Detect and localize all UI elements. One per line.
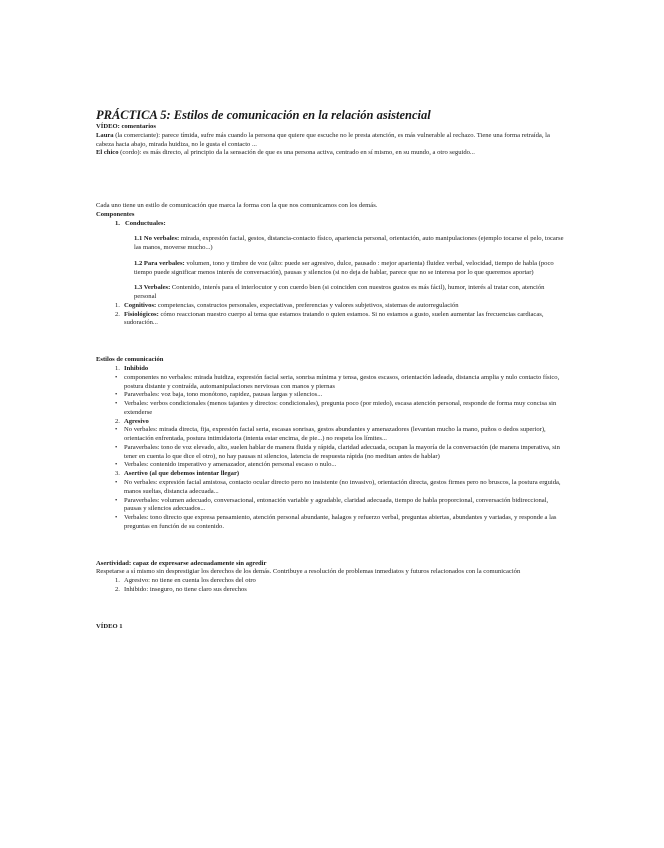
bullet-icon: • [115, 478, 118, 486]
fisiologicos-item: 2. Fisiológicos: cómo reaccionan nuestro cuerpo al tema que estamos tratando o quien estamos. Si no estamos a gusto, suelen aumentar las frecuencias cardiacas, sudoración... [115, 310, 544, 327]
fisiologicos-text: cómo reaccionan nuestro cuerpo al tema que estamos tratando o quien estamos. Si no estamos a gusto, suelen aumentar las frecuencias cardiacas, sudoración... [124, 310, 544, 327]
cognitivos-text: competencias, constructos personales, expectativas, preferencias y valores subjetivos, sistemas de autorregulación [156, 301, 459, 309]
bullet-icon: • [115, 400, 118, 408]
list-item: • Paraverbales: tono de voz elevado, alto, suelen hablar de manera fluida y rápida, claridad adecuada, ocupan la mayoría de la conversación (de manera imperativa, sin tener en cuenta lo que dice el otro), no hay pausas ni silencios, latencia de respuesta rápida (no meditan antes de hablar) [115, 443, 560, 460]
list-item: • Verbales: contenido imperativo y amenazador, atención personal escaso o nulo... [115, 461, 337, 469]
no-verbales-label: 1.1 No verbales: [134, 235, 180, 243]
list-item: • Verbales: tono directo que expresa pensamiento, atención personal abundante, halagos y refuerzo verbal, preguntas abiertas, abundantes y variadas, y responde a las preguntas en función de su contenido. [115, 514, 557, 530]
document-page [96, 108, 566, 631]
cognitivos-item: 1. Cognitivos: competencias, constructos personales, expectativas, preferencias y valores subjetivos, sistemas de autorregulación [115, 301, 459, 309]
intro-paragraph: Cada uno tiene un estilo de comunicación que marca la forma con la que nos comunicamos con los demás. [96, 202, 378, 210]
verbales-paragraph [96, 284, 566, 302]
list-item: • Paraverbales: voz baja, tono monótono, rapidez, pausas largas y silencios... [115, 391, 323, 399]
laura-text: (la comerciante): parece tímida, sufre más cuando la persona que quiere que escuche no le presta atención, es más vulnerable al rechazo. Tiene una forma retraída, la cabeza hacia abajo, mirada huidiza, no le gusta el contacto ... [96, 131, 550, 148]
video1-heading: VÍDEO 1 [96, 622, 123, 630]
asertivo-heading: 3. Asertivo (al que debemos intentar llegar) [115, 470, 240, 478]
verbales-label: 1.3 Verbales: [134, 284, 171, 292]
inhibido-heading: 1. Inhibido [115, 365, 149, 373]
list-item: • Paraverbales: volumen adecuado, conversacional, entonación variable y agradable, claridad adecuada, tiempo de habla proporcional, conversación bidireccional, pausas y silencios adecuados... [115, 496, 549, 513]
conductuales-heading: 1. Conductuales: [115, 219, 166, 227]
bullet-icon: • [115, 514, 118, 522]
chico-text: (cordo): es más directo, al principio da la sensación de que es una persona activa, centrado en sí mismo, en su mundo, a otro seguido... [118, 149, 475, 157]
bullet-icon: • [115, 426, 118, 434]
bullet-icon: • [115, 461, 118, 469]
estilos-heading: Estilos de comunicación [96, 356, 164, 364]
list-item: • No verbales: mirada directa, fija, expresión facial seria, escasas sonrisas, gestos abundantes y amenazadores (levantan mucho la mano, puños o dedos superior), orientación enfrentada, postura intimidatoria (intenta estar encima, de pie...) no respeta los límites... [115, 426, 546, 443]
asertividad-paragraph: Respetarse a sí mismo sin desprestigiar los derechos de los demás. Contribuye a resolución de problemas inmediatos y futuros relacionados con la comunicación [96, 568, 521, 576]
list-item: • No verbales: expresión facial amistosa, contacto ocular directo pero no insistente (no invasivo), orientación directa, gestos firmes pero no bruscos, la postura erguida, manos sueltas, distancia adecuada... [115, 478, 561, 495]
asertividad-heading: Asertividad: capaz de expresarse adecuadamente sin agredir [96, 559, 267, 567]
verbales-text: Contenido, interés para el interlocutor y con cuerdo bien (si coinciden con nuestros gustos es más fácil), humor, interés al tratar con, atención personal [134, 284, 545, 301]
laura-label: Laura [96, 131, 114, 139]
para-verbales-paragraph [96, 260, 566, 278]
video-heading: VÍDEO: comentarios [96, 123, 156, 130]
chico-label: El chico [96, 149, 119, 157]
bullet-icon: • [115, 496, 118, 504]
document-title: PRÁCTICA 5: Estilos de comunicación en la relación asistencial [96, 108, 431, 122]
bullet-icon: • [115, 391, 118, 399]
agresivo-heading: 2. Agresivo [115, 417, 149, 425]
bullet-icon: • [115, 373, 118, 381]
para-verbales-text: volumen, tono y timbre de voz (alto: puede ser agresivo, dulce, pausado : mejor aparienta) fluidez verbal, velocidad, tiempo de habla (poco tiempo puede significar menos interés de conversación), pausas y silencios (si no deja de hablar, parece que no se interesa por lo que queremos aportar) [134, 259, 554, 276]
fisiologicos-label: Fisiológicos: [124, 310, 159, 318]
cognitivos-label: Cognitivos: [124, 301, 157, 309]
componentes-heading: Componentes [96, 210, 135, 218]
list-item: 1. Agresivo: no tiene en cuenta los derechos del otro [115, 577, 256, 585]
bullet-icon: • [115, 443, 118, 451]
no-verbales-text: mirada, expresión facial, gestos, distancia-contacto físico, apariencia personal, orientación, auto manipulaciones (ejemplo tocarse el pelo, tocarse las manos, moverse mucho...) [134, 235, 564, 252]
para-verbales-label: 1.2 Para verbales: [134, 259, 185, 267]
laura-paragraph [96, 132, 566, 150]
list-item: 2. Inhibido: inseguro, no tiene claro sus derechos [115, 585, 247, 593]
chico-paragraph [96, 149, 566, 158]
no-verbales-paragraph [96, 235, 566, 253]
list-item: • componentes no verbales: mirada huidiza, expresión facial seria, sonrisa mínima y tensa, gestos escasos, orientación ladeada, distancia amplia y nulo contacto físico, postura distante y contraída, automanipulaciones nerviosas con manos y piernas [115, 373, 560, 390]
list-item: • Verbales: verbos condicionales (menos tajantes y directos: condicionales), pregunta poco (por miedo), escasa atención personal, responde de forma muy concisa sin extenderse [115, 400, 557, 416]
